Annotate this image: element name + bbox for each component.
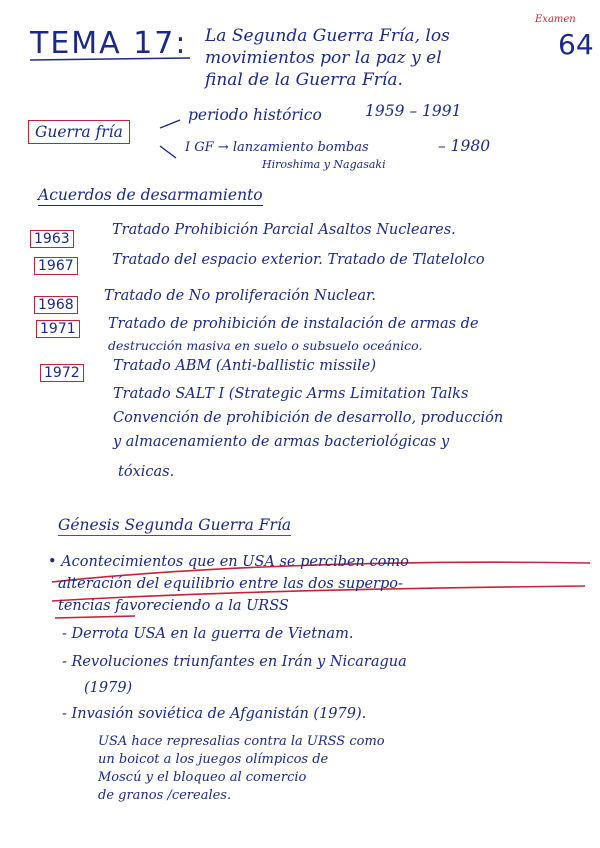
convencion-line3: tóxicas. xyxy=(118,464,175,480)
guerra-fria-text: Guerra fría xyxy=(35,123,123,141)
tratado-1971-line2: destrucción masiva en suelo o subsuelo oceánico. xyxy=(108,338,423,353)
genesis-intro-line2: alteración del equilibrio entre las dos superpo- xyxy=(58,576,403,592)
tratado-salt: Tratado SALT I (Strategic Arms Limitation Talks xyxy=(113,386,469,402)
bullet-afganistan: - Invasión soviética de Afganistán (1979). xyxy=(62,706,367,722)
page-number: 64 xyxy=(558,28,594,61)
usa-line2: un boicot a los juegos olímpicos de xyxy=(98,752,329,767)
acuerdos-heading: Acuerdos de desarmamiento xyxy=(38,186,263,204)
tema-number: TEMA 17: xyxy=(30,26,188,61)
usa-line4: de granos /cereales. xyxy=(98,788,232,803)
genesis-intro-line1: • Acontecimientos que en USA se perciben como xyxy=(48,554,409,570)
convencion-line2: y almacenamiento de armas bacteriológicas y xyxy=(113,434,450,450)
tratado-1963: Tratado Prohibición Parcial Asaltos Nucleares. xyxy=(112,222,456,238)
guerra-fria-label xyxy=(28,120,130,144)
title-line-1: La Segunda Guerra Fría, los xyxy=(205,26,450,46)
igf-text: I GF → lanzamiento bombas xyxy=(185,140,369,155)
title-line-3: final de la Guerra Fría. xyxy=(205,70,403,90)
title-line-2: movimientos por la paz y el xyxy=(205,48,442,68)
year-1963: 1963 xyxy=(30,230,74,248)
year-1971: 1971 xyxy=(36,320,80,338)
bullet-revoluciones: - Revoluciones triunfantes en Irán y Nicaragua xyxy=(62,654,407,670)
bullet-revoluciones-year: (1979) xyxy=(84,680,133,696)
usa-line1: USA hace represalias contra la URSS como xyxy=(98,734,385,749)
year-1967: 1967 xyxy=(34,257,78,275)
tratado-1971: Tratado de prohibición de instalación de armas de xyxy=(108,316,479,332)
exam-badge: Examen xyxy=(535,14,576,25)
genesis-intro-line3: tencias favoreciendo a la URSS xyxy=(58,598,289,614)
igf-year: – 1980 xyxy=(438,137,491,155)
year-1968: 1968 xyxy=(34,296,78,314)
bullet-vietnam: - Derrota USA en la guerra de Vietnam. xyxy=(62,626,354,642)
year-1972: 1972 xyxy=(40,364,84,382)
periodo-years: 1959 – 1991 xyxy=(365,102,462,120)
tratado-1972: Tratado ABM (Anti-ballistic missile) xyxy=(113,358,377,374)
convencion-line1: Convención de prohibición de desarrollo, producción xyxy=(113,410,504,426)
usa-line3: Moscú y el bloqueo al comercio xyxy=(98,770,307,785)
tratado-1968: Tratado de No proliferación Nuclear. xyxy=(104,288,376,304)
genesis-heading: Génesis Segunda Guerra Fría xyxy=(58,516,292,534)
tratado-1967: Tratado del espacio exterior. Tratado de Tlatelolco xyxy=(112,252,485,268)
igf-places: Hiroshima y Nagasaki xyxy=(262,158,386,171)
periodo-label: periodo histórico xyxy=(188,106,322,124)
